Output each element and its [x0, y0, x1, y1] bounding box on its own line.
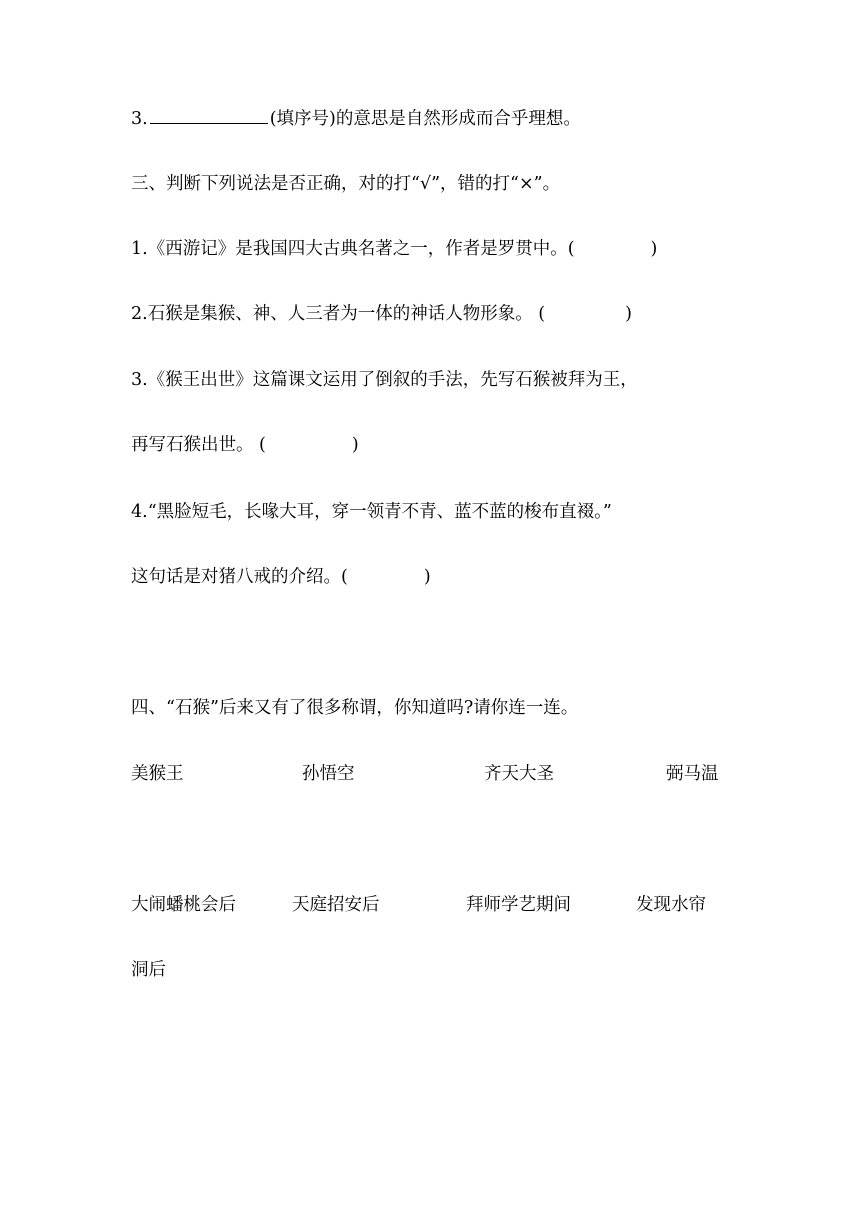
fill-item-3-number: 3.	[131, 109, 148, 129]
judge-item-4-close: )	[423, 567, 431, 587]
section-4-heading: 四、“石猴”后来又有了很多称谓，你知道吗?请你连一连。	[131, 698, 579, 718]
period-item[interactable]: 发现水帘	[636, 895, 706, 915]
period-item[interactable]: 大闹蟠桃会后	[131, 895, 236, 915]
judge-item-1	[131, 237, 657, 261]
fill-item-3-text: (填序号)的意思是自然形成而合乎理想。	[269, 109, 581, 129]
period-item-cont: 洞后	[131, 960, 166, 980]
fill-blank[interactable]	[150, 107, 268, 124]
judge-item-3-cont-text: 再写石猴出世。 (	[131, 435, 266, 455]
period-item[interactable]: 天庭招安后	[292, 895, 380, 915]
judge-item-3: 3.《猴王出世》这篇课文运用了倒叙的手法，先写石猴被拜为王，	[131, 370, 638, 390]
judge-item-4: 4.“黑脸短毛，长喙大耳，穿一领青不青、蓝不蓝的梭布直裰。”	[131, 502, 612, 522]
judge-item-3-close: )	[351, 435, 359, 455]
period-item[interactable]: 拜师学艺期间	[466, 895, 571, 915]
judge-item-2-text: 2.石猴是集猴、神、人三者为一体的神话人物形象。 (	[131, 304, 546, 324]
name-item[interactable]: 弼马温	[666, 764, 719, 784]
judge-item-4-cont	[131, 565, 431, 589]
judge-item-2	[131, 302, 632, 326]
judge-item-1-close: )	[650, 239, 658, 259]
judge-item-1-text: 1.《西游记》是我国四大古典名著之一，作者是罗贯中。(	[131, 239, 575, 259]
judge-item-2-close: )	[625, 304, 632, 324]
section-3-heading: 三、判断下列说法是否正确，对的打“√”，错的打“×”。	[131, 174, 561, 194]
name-item[interactable]: 齐天大圣	[484, 764, 554, 784]
judge-item-3-cont	[131, 433, 359, 457]
name-item[interactable]: 美猴王	[131, 764, 184, 784]
name-item[interactable]: 孙悟空	[302, 764, 355, 784]
fill-item-3	[131, 107, 581, 131]
judge-item-4-cont-text: 这句话是对猪八戒的介绍。(	[131, 567, 348, 587]
